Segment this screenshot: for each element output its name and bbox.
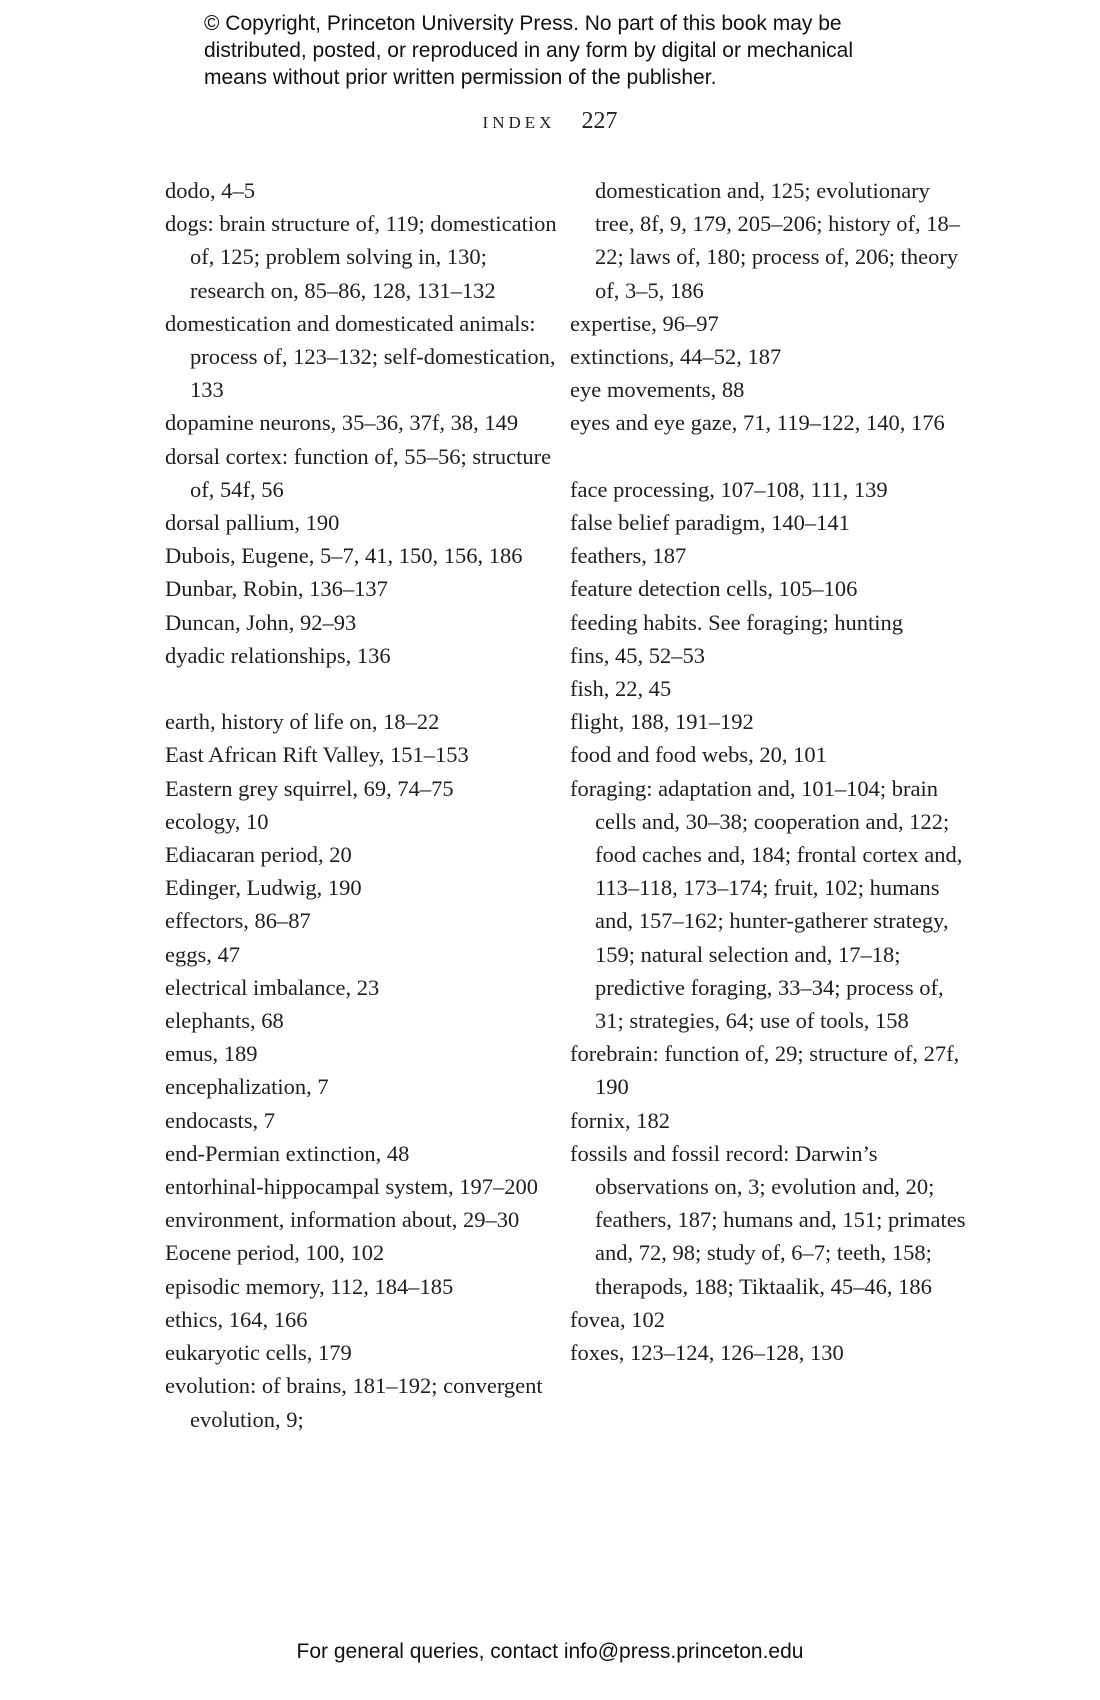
index-entry: feature detection cells, 105–106 bbox=[570, 576, 858, 602]
index-entry: end-Permian extinction, 48 bbox=[165, 1140, 410, 1166]
index-entry: extinctions, 44–52, 187 bbox=[570, 344, 782, 370]
index-entry: fins, 45, 52–53 bbox=[570, 642, 705, 668]
index-entry: encephalization, 7 bbox=[165, 1074, 329, 1100]
index-entry: flight, 188, 191–192 bbox=[570, 709, 754, 735]
index-entry: fornix, 182 bbox=[570, 1107, 670, 1133]
index-entry: eukaryotic cells, 179 bbox=[165, 1340, 352, 1366]
index-entry: false belief paradigm, 140–141 bbox=[570, 510, 850, 536]
index-column-right bbox=[570, 174, 970, 1369]
footer-contact: For general queries, contact info@press.princeton.edu bbox=[296, 1640, 804, 1663]
index-entry: feathers, 187 bbox=[570, 543, 687, 569]
copyright-notice bbox=[204, 10, 964, 91]
index-entry: dopamine neurons, 35–36, 37f, 38, 149 bbox=[165, 410, 519, 436]
index-entry: fish, 22, 45 bbox=[570, 676, 672, 702]
copyright-line: © Copyright, Princeton University Press. No part of this book may be bbox=[204, 12, 842, 35]
index-column-left bbox=[165, 174, 565, 1436]
index-entry: expertise, 96–97 bbox=[570, 310, 719, 336]
index-entry: dyadic relationships, 136 bbox=[165, 642, 391, 668]
index-entry: elephants, 68 bbox=[165, 1008, 284, 1034]
index-entry: ecology, 10 bbox=[165, 808, 269, 834]
index-entry: foraging: adaptation and, 101–104; brain cells and, 30–38; cooperation and, 122; food caches and, 184; frontal cortex and, 113–118, 173–174; fruit, 102; humans and, 157–162; hunter-gatherer strategy, 159; natural selection and, 17–18; predictive foraging, 33–34; process of, 31; strategies, 64; use of tools, 158 bbox=[570, 775, 963, 1034]
index-entry: Dubois, Eugene, 5–7, 41, 150, 156, 186 bbox=[165, 543, 523, 569]
section-title: INDEX bbox=[482, 113, 556, 132]
index-entry: dogs: brain structure of, 119; domestication of, 125; problem solving in, 130; research on, 85–86, 128, 131–132 bbox=[165, 211, 557, 303]
index-entry: electrical imbalance, 23 bbox=[165, 974, 380, 1000]
index-entry: domestication and domesticated animals: process of, 123–132; self-domestication, 133 bbox=[165, 310, 556, 403]
page-number: 227 bbox=[581, 108, 618, 134]
index-entry: Eastern grey squirrel, 69, 74–75 bbox=[165, 775, 454, 801]
index-entry: eggs, 47 bbox=[165, 941, 240, 967]
running-header bbox=[0, 108, 1100, 135]
index-entry: eyes and eye gaze, 71, 119–122, 140, 176 bbox=[570, 410, 945, 436]
letter-group-gap bbox=[165, 672, 565, 705]
index-entry: East African Rift Valley, 151–153 bbox=[165, 742, 469, 768]
copyright-line: means without prior written permission of the publisher. bbox=[204, 66, 717, 89]
index-entry-continuation: domestication and, 125; evolutionary tree, 8f, 9, 179, 205–206; history of, 18–22; laws of, 180; process of, 206; theory of, 3–5, 186 bbox=[595, 178, 960, 303]
index-entry: episodic memory, 112, 184–185 bbox=[165, 1273, 454, 1299]
index-entry: emus, 189 bbox=[165, 1041, 258, 1067]
index-entry: ethics, 164, 166 bbox=[165, 1306, 308, 1332]
index-entry: entorhinal-hippocampal system, 197–200 bbox=[165, 1174, 539, 1200]
index-entry: Ediacaran period, 20 bbox=[165, 842, 352, 868]
index-entry: Dunbar, Robin, 136–137 bbox=[165, 576, 388, 602]
letter-group-gap bbox=[570, 440, 970, 473]
index-entry: dodo, 4–5 bbox=[165, 178, 255, 203]
index-entry: feeding habits. See foraging; hunting bbox=[570, 609, 904, 635]
index-entry: dorsal pallium, 190 bbox=[165, 510, 340, 536]
index-entry: endocasts, 7 bbox=[165, 1107, 275, 1133]
copyright-line: distributed, posted, or reproduced in any form by digital or mechanical bbox=[204, 39, 854, 62]
index-entry: earth, history of life on, 18–22 bbox=[165, 709, 440, 735]
index-entry: Duncan, John, 92–93 bbox=[165, 609, 357, 635]
index-entry: fovea, 102 bbox=[570, 1306, 665, 1332]
index-entry: Edinger, Ludwig, 190 bbox=[165, 875, 362, 901]
index-entry: forebrain: function of, 29; structure of, 27f, 190 bbox=[570, 1041, 960, 1100]
index-entry: food and food webs, 20, 101 bbox=[570, 742, 827, 768]
index-entry: Eocene period, 100, 102 bbox=[165, 1240, 385, 1266]
index-entry: foxes, 123–124, 126–128, 130 bbox=[570, 1340, 844, 1366]
index-entry: evolution: of brains, 181–192; convergent evolution, 9; bbox=[165, 1373, 543, 1432]
index-entry: eye movements, 88 bbox=[570, 377, 745, 403]
index-entry: dorsal cortex: function of, 55–56; structure of, 54f, 56 bbox=[165, 443, 552, 502]
index-entry: fossils and fossil record: Darwin’s observations on, 3; evolution and, 20; feathers, 187; humans and, 151; primates and, 72, 98; study of, 6–7; teeth, 158; therapods, 188; Tiktaalik, 45–46, 186 bbox=[570, 1140, 966, 1299]
index-entry: effectors, 86–87 bbox=[165, 908, 311, 934]
index-entry: environment, information about, 29–30 bbox=[165, 1207, 520, 1233]
index-entry: face processing, 107–108, 111, 139 bbox=[570, 476, 888, 502]
